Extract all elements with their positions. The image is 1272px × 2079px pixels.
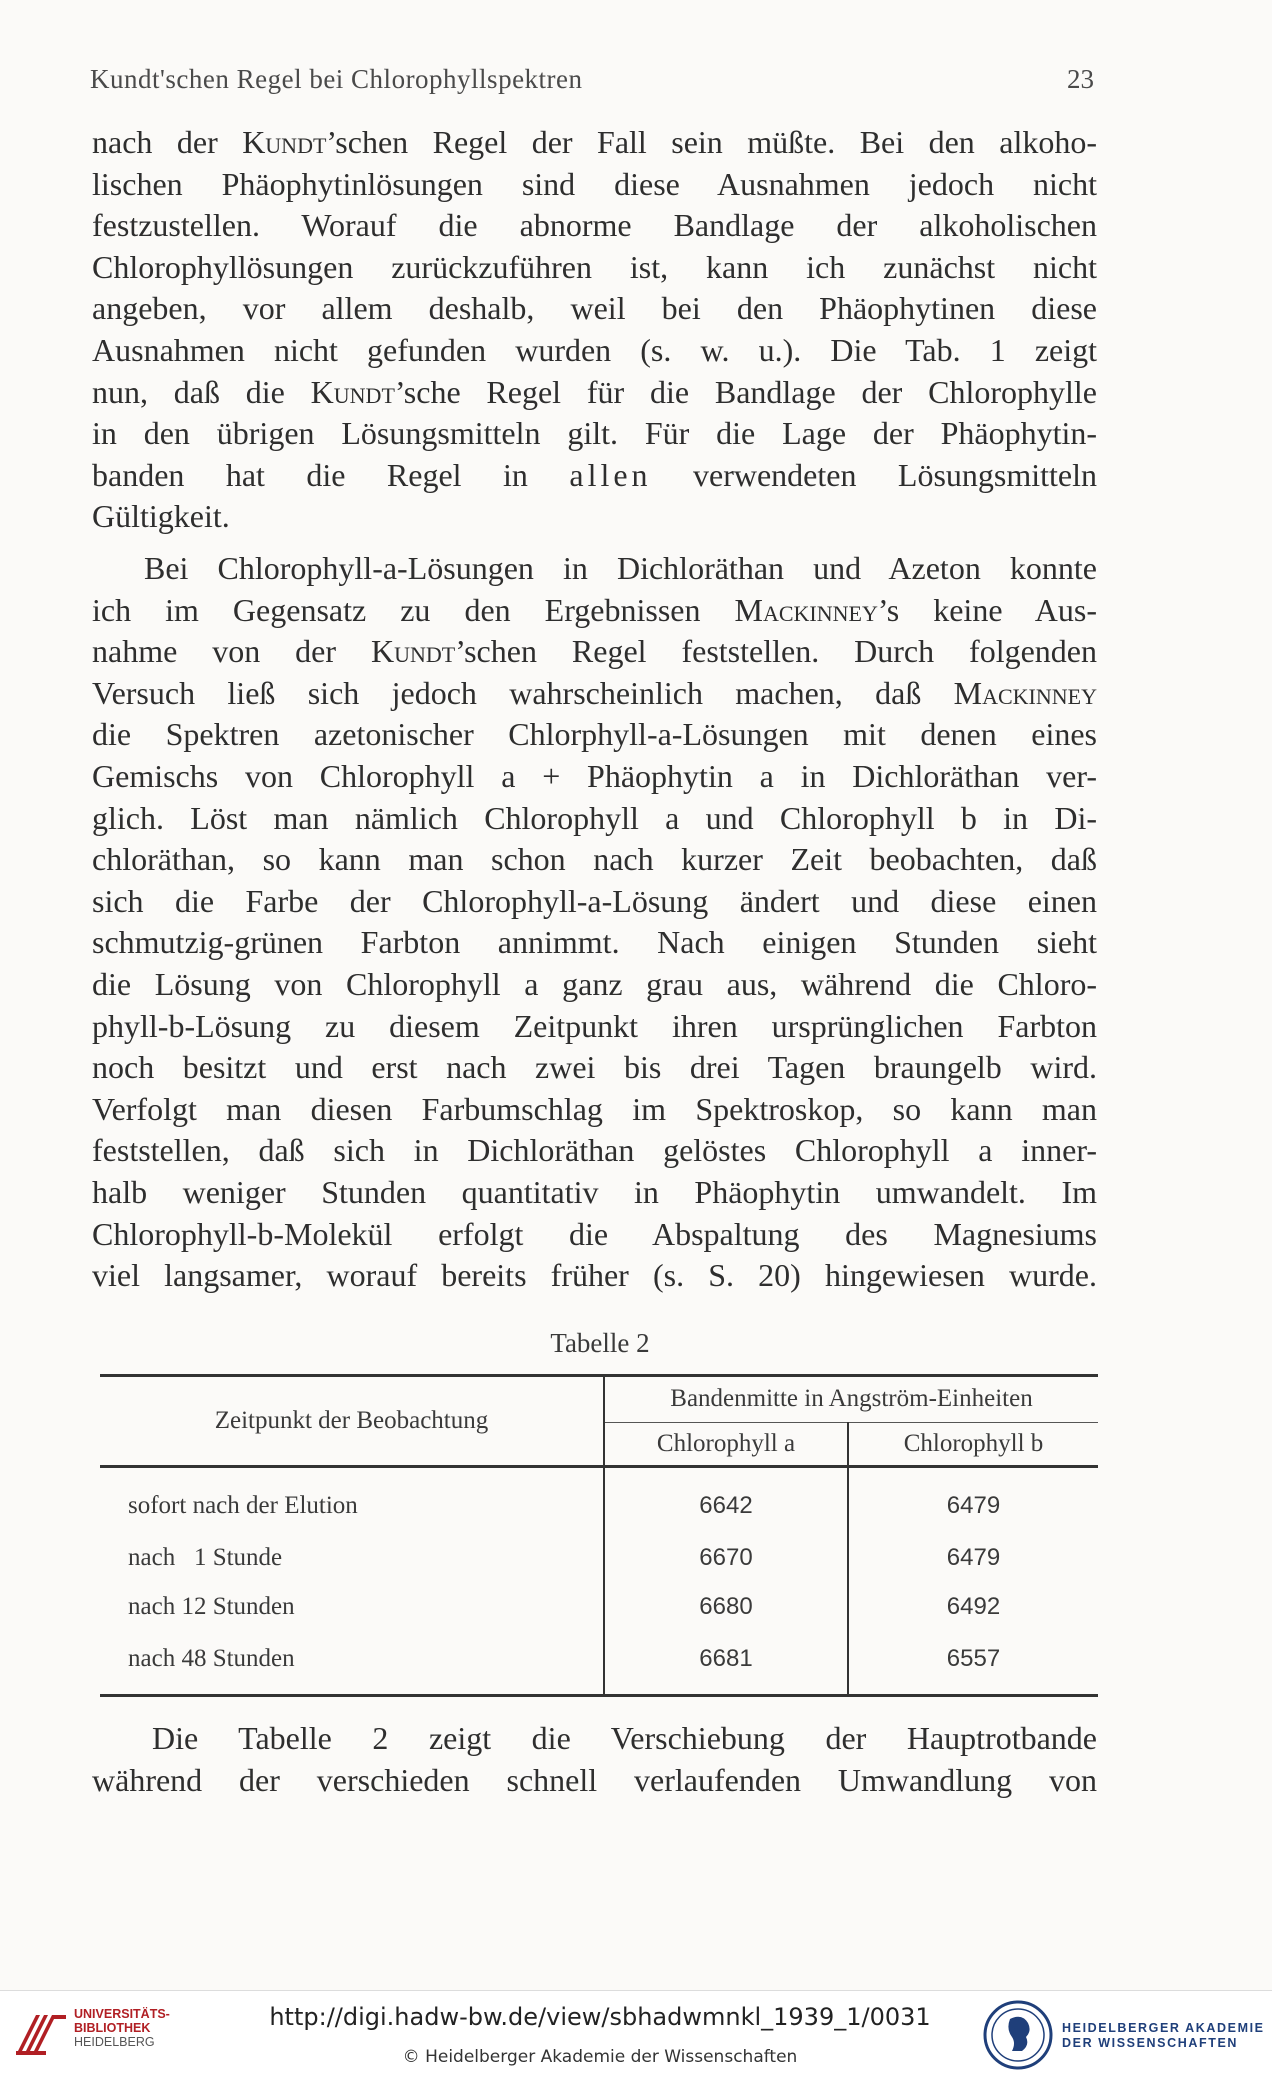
text-line: Chlorophyllösungen zurückzuführen ist, kann ich zunächst nicht bbox=[92, 248, 1097, 285]
text-line: Gemischs von Chlorophyll a + Phäophytin a in Dichloräthan ver- bbox=[92, 757, 1097, 794]
cell-b: 6479 bbox=[946, 1543, 1001, 1571]
text-line: banden hat die Regel in allen verwendeten Lösungsmitteln bbox=[92, 456, 1098, 493]
column-header-chlorophyll-a: Chlorophyll a bbox=[604, 1422, 848, 1467]
text-line: festzustellen. Worauf die abnorme Bandlage der alkoholischen bbox=[92, 207, 1097, 244]
text-line: angeben, vor allem deshalb, weil bei den Phäophytinen diese bbox=[92, 290, 1097, 327]
academy-seal-icon bbox=[982, 1999, 1054, 2071]
copyright-notice: © Heidelberger Akademie der Wissenschaften bbox=[402, 2047, 798, 2067]
author-name: Mackinney bbox=[734, 591, 878, 628]
table-row bbox=[100, 1467, 1098, 1534]
running-title: Kundt'schen Regel bei Chlorophyllspektren bbox=[90, 64, 583, 94]
text-line: Bei Chlorophyll-a-Lösungen in Dichloräthan und Azeton konnte bbox=[144, 550, 1097, 586]
column-group-header: Bandenmitte in Angström-Einheiten bbox=[604, 1376, 1098, 1423]
text-line: chloräthan, so kann man schon nach kurzer Zeit beobachten, daß bbox=[92, 841, 1097, 878]
text-line: Chlorophyll-b-Molekül erfolgt die Abspaltung des Magnesiums bbox=[92, 1215, 1097, 1252]
cell-time: nach 1 Stunde bbox=[100, 1533, 604, 1582]
footer-bar bbox=[0, 1990, 1272, 2079]
column-header-time: Zeitpunkt der Beobachtung bbox=[100, 1376, 604, 1467]
text-line: sich die Farbe der Chlorophyll-a-Lösung ändert und diese einen bbox=[92, 882, 1097, 919]
column-header-chlorophyll-b: Chlorophyll b bbox=[848, 1422, 1098, 1467]
text-line: lischen Phäophytinlösungen sind diese Ausnahmen jedoch nicht bbox=[92, 165, 1097, 202]
table-row bbox=[100, 1631, 1098, 1696]
paragraph-1 bbox=[92, 122, 1097, 538]
cell-time: sofort nach der Elution bbox=[100, 1467, 604, 1534]
text-line: phyll-b-Lösung zu diesem Zeitpunkt ihren ursprünglichen Farbton bbox=[92, 1007, 1097, 1044]
text-line: viel langsamer, worauf bereits früher (s. S. 20) hingewiesen wurde. bbox=[92, 1257, 1097, 1294]
text-line: ich im Gegensatz zu den Ergebnissen Mackinney’s keine Aus- bbox=[92, 591, 1097, 628]
cell-time: nach 12 Stunden bbox=[100, 1582, 604, 1631]
text-line: halb weniger Stunden quantitativ in Phäophytin umwandelt. Im bbox=[92, 1173, 1097, 1210]
text-line: nun, daß die Kundt’sche Regel für die Bandlage der Chlorophylle bbox=[92, 373, 1098, 410]
cell-b: 6557 bbox=[946, 1644, 1001, 1672]
text-line: Die Tabelle 2 zeigt die Verschiebung der Hauptrotbande bbox=[152, 1720, 1097, 1756]
table-row bbox=[100, 1533, 1098, 1582]
page-number: 23 bbox=[1067, 64, 1094, 94]
text-line: Verfolgt man diesen Farbumschlag im Spektroskop, so kann man bbox=[92, 1090, 1097, 1127]
text-line: Gültigkeit. bbox=[92, 498, 230, 535]
running-header bbox=[90, 64, 1094, 104]
author-name: Kundt bbox=[370, 633, 456, 670]
author-name: Mackinney bbox=[953, 674, 1097, 711]
cell-b: 6492 bbox=[946, 1592, 1001, 1620]
text-line: glich. Löst man nämlich Chlorophyll a und Chlorophyll b in Di- bbox=[92, 799, 1097, 836]
cell-a: 6680 bbox=[604, 1582, 848, 1631]
text-line: nach der Kundt’schen Regel der Fall sein müßte. Bei den alkoho- bbox=[92, 124, 1098, 160]
cell-b: 6479 bbox=[946, 1491, 1001, 1519]
text-line: während der verschieden schnell verlaufenden Umwandlung von bbox=[92, 1761, 1097, 1798]
paragraph-3 bbox=[92, 1718, 1097, 1801]
paragraph-2 bbox=[92, 548, 1097, 1297]
emphasis: allen bbox=[569, 456, 652, 493]
cell-time: nach 48 Stunden bbox=[100, 1631, 604, 1696]
academy-name: HEIDELBERGER AKADEMIE DER WISSENSCHAFTEN bbox=[1062, 2021, 1265, 2050]
source-url-link[interactable]: http://digi.hadw-bw.de/view/sbhadwmnkl_1939_1/0031 bbox=[269, 2003, 931, 2031]
author-name: Kundt bbox=[310, 373, 395, 410]
text-line: noch besitzt und erst nach zwei bis drei Tagen braungelb wird. bbox=[92, 1049, 1097, 1086]
text-line: Ausnahmen nicht gefunden wurden (s. w. u.). Die Tab. 1 zeigt bbox=[92, 331, 1097, 368]
text-line: die Spektren azetonischer Chlorphyll-a-Lösungen mit denen eines bbox=[92, 716, 1097, 753]
table-caption: Tabelle 2 bbox=[550, 1328, 650, 1358]
text-line: schmutzig-grünen Farbton annimmt. Nach einigen Stunden sieht bbox=[92, 924, 1097, 961]
library-name: UNIVERSITÄTS- BIBLIOTHEK HEIDELBERG bbox=[74, 2007, 170, 2049]
text-line: feststellen, daß sich in Dichloräthan gelöstes Chlorophyll a inner- bbox=[92, 1132, 1097, 1169]
table-row bbox=[100, 1582, 1098, 1631]
text-line: in den übrigen Lösungsmitteln gilt. Für die Lage der Phäophytin- bbox=[92, 415, 1097, 452]
cell-a: 6681 bbox=[604, 1631, 848, 1696]
author-name: Kundt bbox=[242, 124, 327, 160]
data-table bbox=[100, 1374, 1098, 1697]
cell-a: 6642 bbox=[604, 1467, 848, 1534]
text-line: nahme von der Kundt’schen Regel feststellen. Durch folgenden bbox=[92, 633, 1098, 670]
text-line: Versuch ließ sich jedoch wahrscheinlich machen, daß Mackinney bbox=[92, 674, 1097, 711]
text-line: die Lösung von Chlorophyll a ganz grau aus, während die Chloro- bbox=[92, 965, 1097, 1002]
cell-a: 6670 bbox=[604, 1533, 848, 1582]
